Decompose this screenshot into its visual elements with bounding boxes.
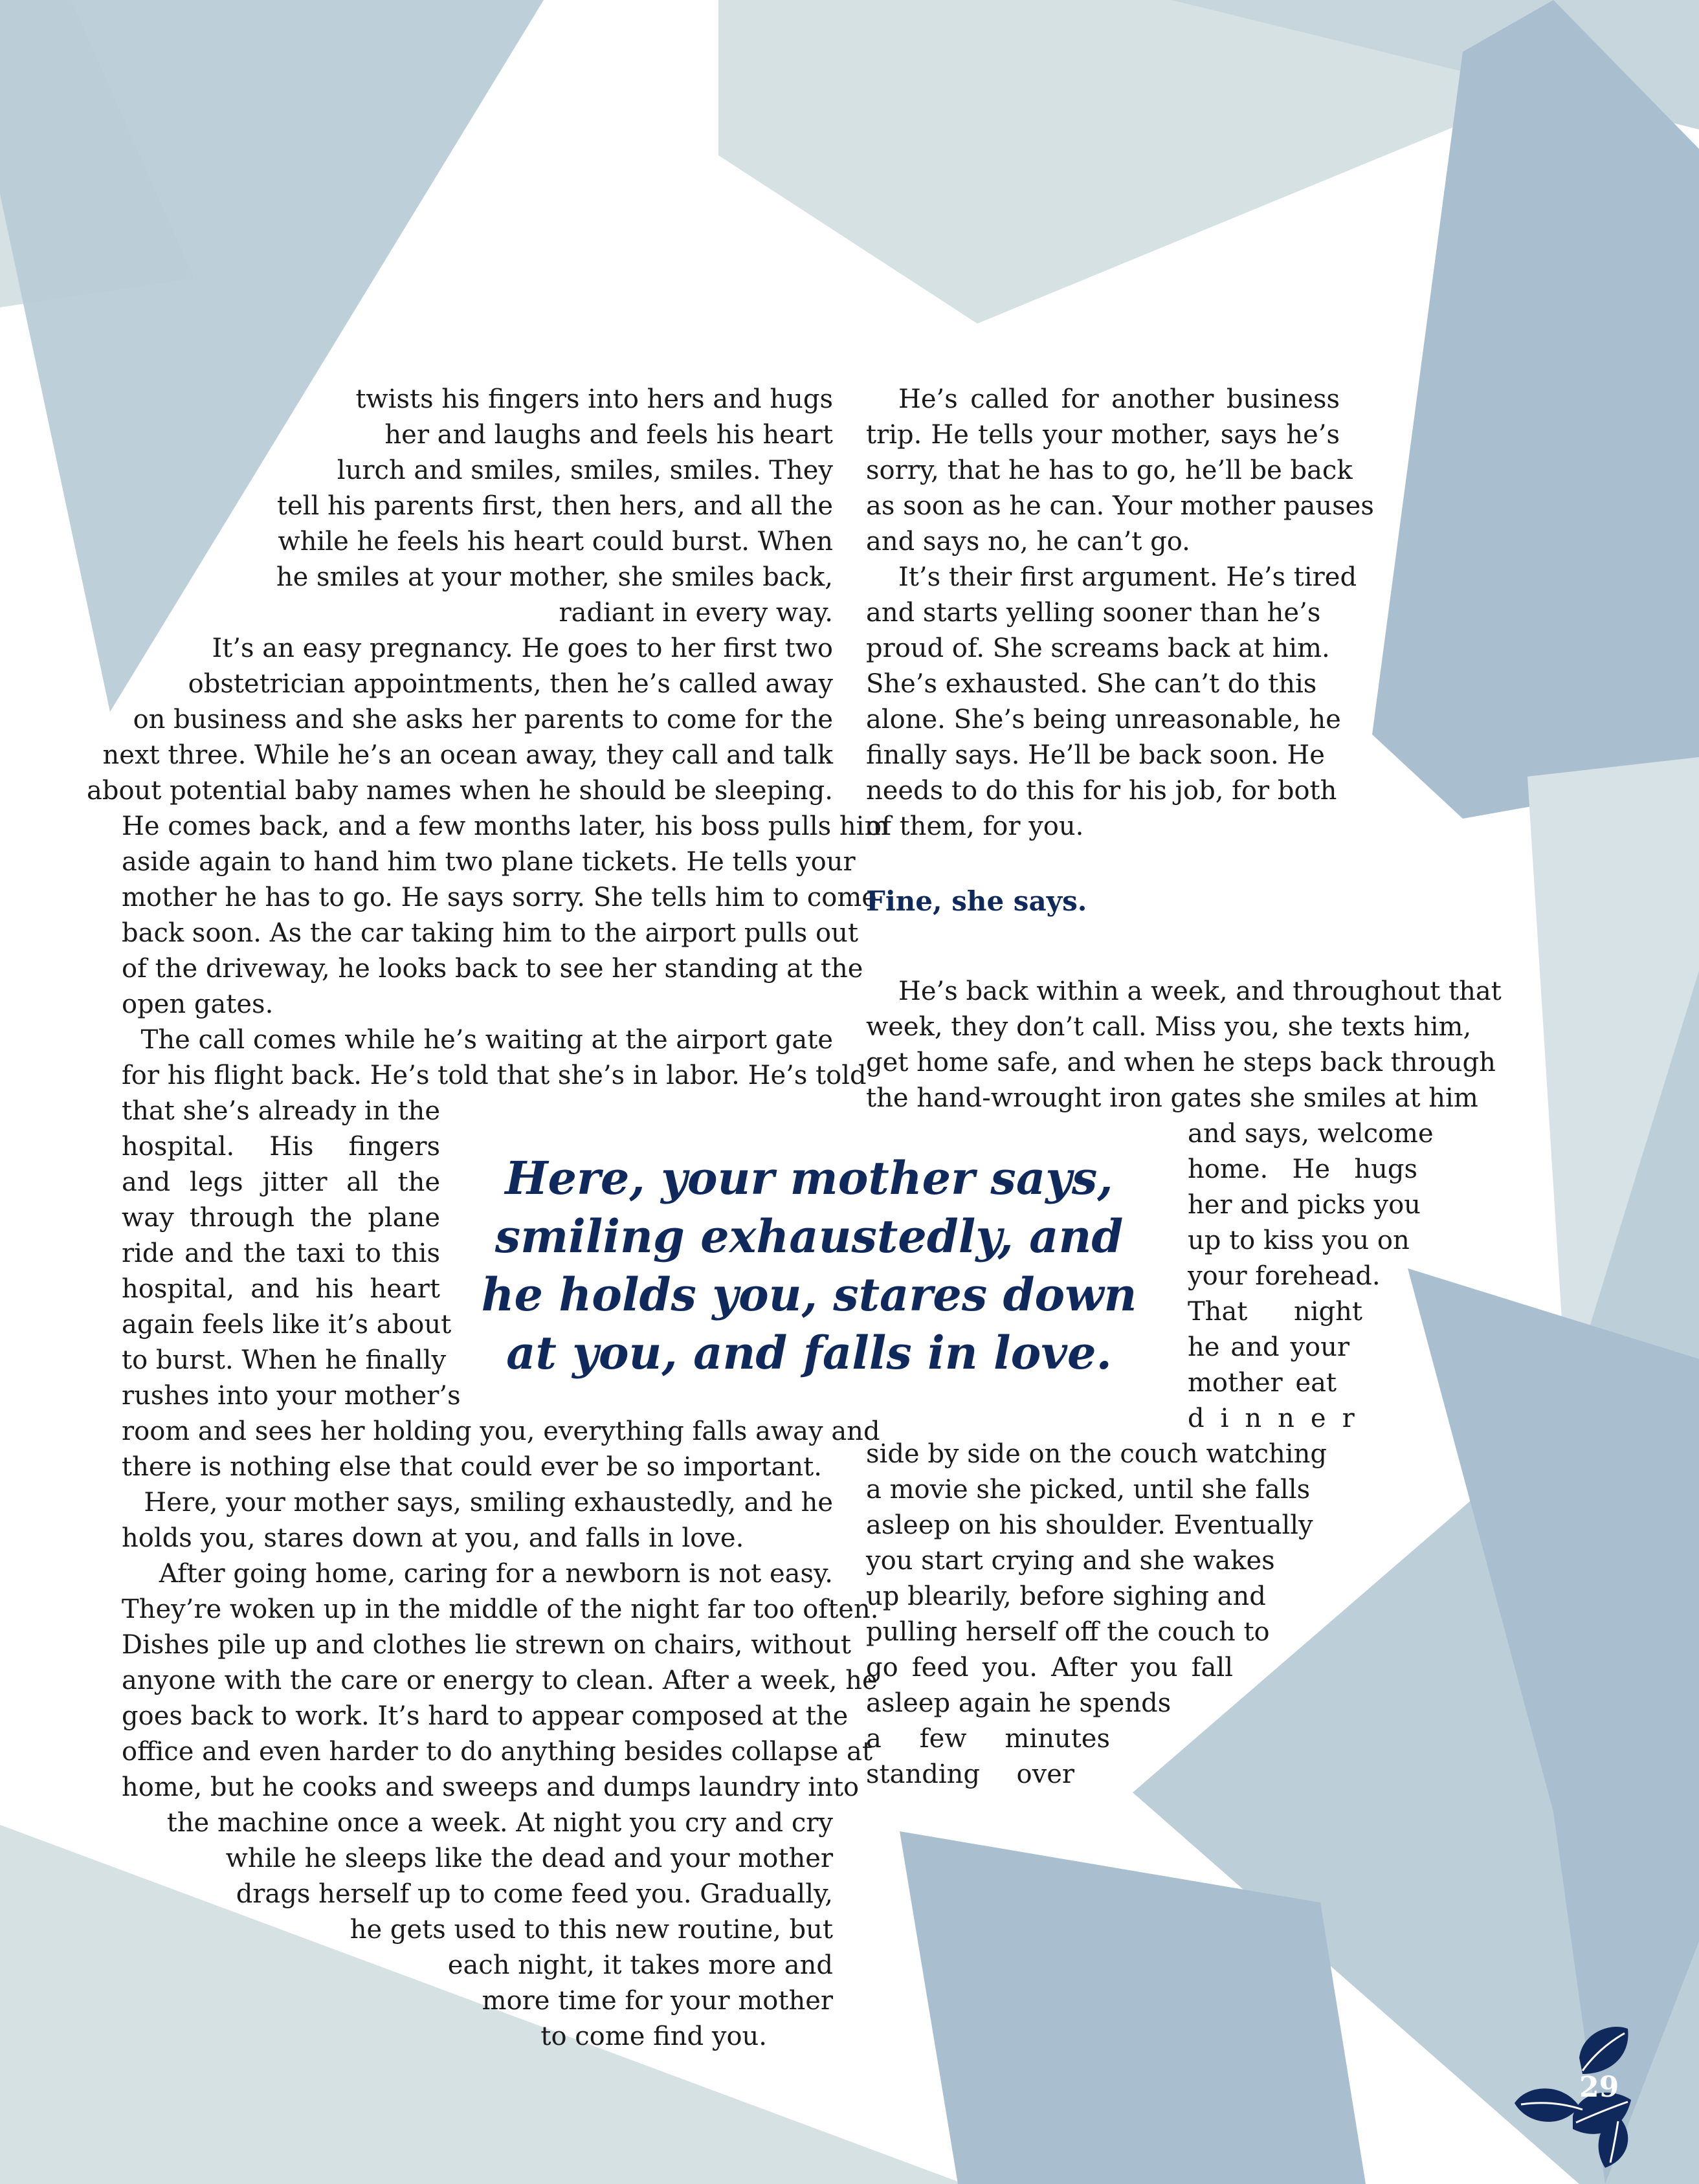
body-line: It’s their first argument. He’s tired	[898, 562, 1357, 592]
body-line: finally says. He’ll be back soon. He	[866, 740, 1325, 770]
body-line: anyone with the care or energy to clean. After a week, he	[122, 1666, 878, 1695]
body-line: alone. She’s being unreasonable, he	[866, 705, 1341, 734]
body-line: her and laughs and feels his heart	[384, 420, 833, 450]
body-line: pulling herself off the couch to	[866, 1617, 1270, 1647]
body-line: radiant in every way.	[559, 598, 833, 628]
body-line: obstetrician appointments, then he’s called away	[188, 669, 833, 699]
body-line: Here, your mother says, smiling exhaustedly, and he	[144, 1488, 833, 1517]
body-line: He’s back within a week, and throughout that	[898, 976, 1502, 1006]
body-line: each night, it takes more and	[447, 1950, 833, 1980]
body-line: a movie she picked, until she falls	[866, 1475, 1311, 1505]
body-line: Dishes pile up and clothes lie strewn on chairs, without	[122, 1630, 851, 1660]
body-line: hospital, and his heart	[122, 1274, 440, 1304]
body-line: and starts yelling sooner than he’s	[866, 598, 1321, 628]
body-line: The call comes while he’s waiting at the airport gate	[140, 1025, 833, 1055]
body-line: goes back to work. It’s hard to appear composed at the	[122, 1701, 849, 1731]
body-line: your forehead.	[1188, 1261, 1381, 1291]
body-line: trip. He tells your mother, says he’s	[866, 420, 1340, 450]
body-line: needs to do this for his job, for both	[866, 776, 1337, 806]
body-line: sorry, that he has to go, he’ll be back	[866, 456, 1353, 485]
body-line: lurch and smiles, smiles, smiles. They	[337, 456, 833, 485]
body-line: and says no, he can’t go.	[866, 527, 1190, 557]
body-line: home. He hugs	[1188, 1154, 1417, 1184]
body-line: about potential baby names when he should be sleeping.	[86, 776, 833, 806]
body-line: That night	[1188, 1297, 1362, 1327]
body-line: aside again to hand him two plane tickets. He tells your	[122, 847, 856, 877]
body-line: ride and the taxi to this	[122, 1239, 440, 1268]
body-line: asleep again he spends	[866, 1688, 1172, 1718]
body-line: asleep on his shoulder. Eventually	[866, 1510, 1313, 1540]
body-line: mother eat	[1188, 1368, 1337, 1398]
body-line: the hand-wrought iron gates she smiles at him	[866, 1083, 1478, 1113]
body-line: again feels like it’s about	[122, 1310, 452, 1340]
body-line: side by side on the couch watching	[866, 1439, 1327, 1469]
body-line: and says, welcome	[1188, 1119, 1434, 1149]
body-line: to burst. When he finally	[122, 1345, 447, 1375]
body-line: He comes back, and a few months later, his boss pulls him	[122, 811, 889, 841]
body-line: up blearily, before sighing and	[866, 1582, 1266, 1611]
body-line: more time for your mother	[482, 1986, 833, 2016]
body-line: a few minutes	[866, 1724, 1110, 1754]
body-line: for his flight back. He’s told that she’s in labor. He’s told	[122, 1061, 867, 1090]
page-number: 29	[1579, 2071, 1619, 2104]
body-line: week, they don’t call. Miss you, she texts him,	[866, 1012, 1472, 1042]
section-heading: Fine, she says.	[866, 885, 1087, 917]
body-line: go feed you. After you fall	[866, 1653, 1233, 1682]
body-line: and legs jitter all the	[122, 1167, 440, 1197]
body-line: next three. While he’s an ocean away, they call and talk	[102, 740, 833, 770]
body-line: the machine once a week. At night you cry and cry	[166, 1808, 833, 1838]
pull-quote-line: smiling exhaustedly, and	[494, 1209, 1124, 1263]
body-line: hospital. His fingers	[122, 1132, 440, 1162]
body-line: as soon as he can. Your mother pauses	[866, 491, 1374, 521]
body-line: up to kiss you on	[1188, 1226, 1410, 1255]
body-line: open gates.	[122, 989, 274, 1019]
body-line: there is nothing else that could ever be so important.	[122, 1452, 822, 1482]
body-line: She’s exhausted. She can’t do this	[866, 669, 1317, 699]
body-line: to come find you.	[540, 2022, 767, 2051]
body-line: room and sees her holding you, everything falls away and	[122, 1417, 880, 1446]
body-line: tell his parents first, then hers, and all the	[276, 491, 833, 521]
body-line: home, but he cooks and sweeps and dumps laundry into	[122, 1772, 860, 1802]
body-line: He’s called for another business	[898, 384, 1340, 414]
body-line: on business and she asks her parents to come for the	[133, 705, 833, 734]
pull-quote-line: at you, and falls in love.	[506, 1326, 1112, 1380]
body-line: proud of. She screams back at him.	[866, 634, 1330, 663]
body-line: while he sleeps like the dead and your mother	[225, 1844, 833, 1873]
body-line: get home safe, and when he steps back through	[866, 1048, 1496, 1077]
body-line: office and even harder to do anything besides collapse at	[122, 1737, 872, 1767]
body-line: her and picks you	[1188, 1190, 1421, 1220]
body-line: that she’s already in the	[122, 1096, 440, 1126]
body-line: of them, for you.	[866, 811, 1084, 841]
body-line: you start crying and she wakes	[866, 1546, 1275, 1576]
body-line: back soon. As the car taking him to the airport pulls out	[122, 918, 858, 948]
pull-quote-line: he holds you, stares down	[481, 1268, 1137, 1321]
body-line: while he feels his heart could burst. When	[278, 527, 833, 557]
body-line: standing over	[866, 1759, 1074, 1789]
body-line: twists his fingers into hers and hugs	[355, 384, 833, 414]
body-line: mother he has to go. He says sorry. She tells him to come	[122, 883, 877, 912]
body-line: It’s an easy pregnancy. He goes to her first two	[212, 634, 833, 663]
body-line: of the driveway, he looks back to see her standing at the	[122, 954, 863, 984]
body-line: he and your	[1188, 1332, 1349, 1362]
body-line: way through the plane	[122, 1203, 440, 1233]
body-line: They’re woken up in the middle of the night far too often.	[122, 1594, 879, 1624]
body-line: he gets used to this new routine, but	[350, 1915, 833, 1945]
body-line: drags herself up to come feed you. Gradually,	[236, 1879, 833, 1909]
pull-quote-line: Here, your mother says,	[505, 1151, 1113, 1205]
body-line: rushes into your mother’s	[122, 1381, 461, 1411]
body-line: After going home, caring for a newborn is not easy.	[159, 1559, 833, 1589]
body-line: dinner	[1188, 1404, 1371, 1433]
body-line: holds you, stares down at you, and falls in love.	[122, 1523, 744, 1553]
body-line: he smiles at your mother, she smiles back,	[276, 562, 833, 592]
